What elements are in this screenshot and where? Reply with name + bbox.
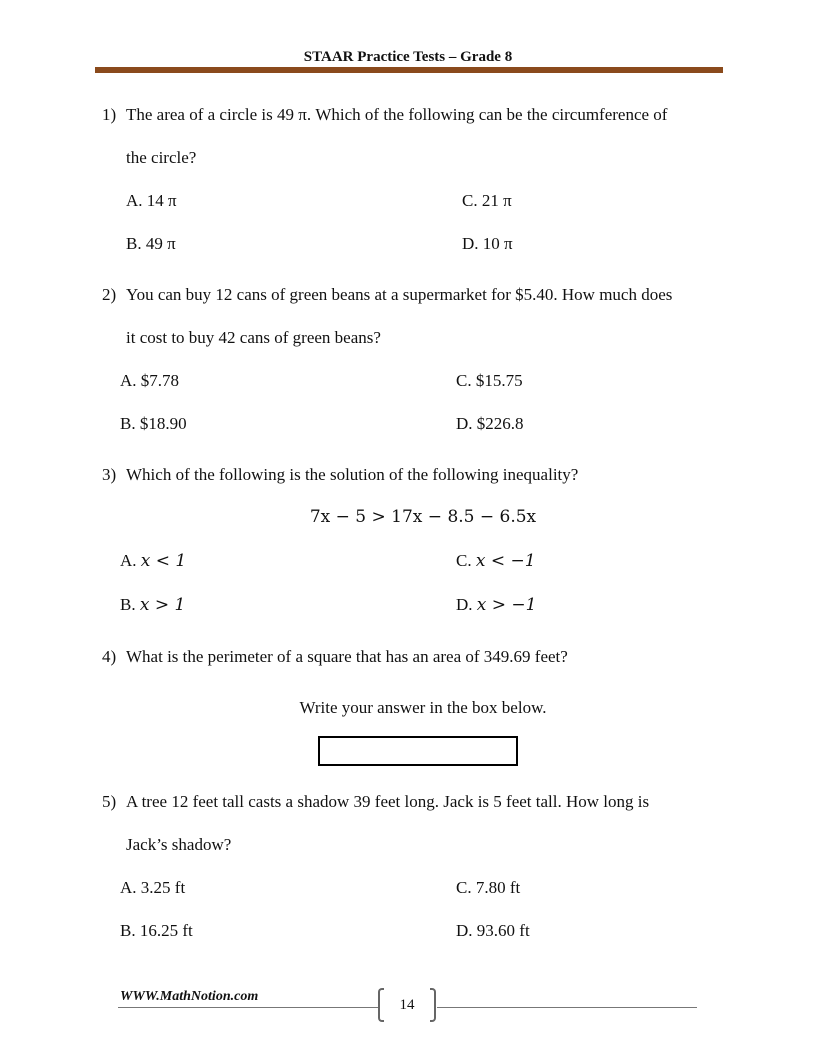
option-b: B. 49 π [126,234,176,253]
option-math: x > 1 [139,595,186,615]
option-b: B. $18.90 [120,414,187,433]
header-title: STAAR Practice Tests – Grade 8 [303,49,513,65]
question-number: 4) [102,647,117,666]
option-math: x > −1 [476,595,537,615]
page-number: 14 [399,997,415,1013]
option-d: D. 10 π [462,234,513,253]
header-rule [95,67,723,73]
question-text: A tree 12 feet tall casts a shadow 39 feet long. Jack is 5 feet tall. How long is [126,792,650,811]
question-number: 5) [102,792,117,811]
question-text: You can buy 12 cans of green beans at a supermarket for $5.40. How much does [126,285,673,304]
question-number: 2) [102,285,117,304]
option-a [120,551,186,571]
option-b: B. 16.25 ft [120,921,193,940]
inequality-equation: 7x − 5 > 17x − 8.5 − 6.5x [309,507,537,527]
option-d [456,595,536,615]
option-a: A. 14 π [126,191,177,210]
answer-box[interactable] [318,736,518,766]
footer-rule-left [118,1007,380,1008]
option-b [120,595,185,615]
question-text: Jack’s shadow? [126,835,232,854]
option-a: A. 3.25 ft [120,878,186,897]
option-c: C. 21 π [462,191,512,210]
question-text: What is the perimeter of a square that has an area of 349.69 feet? [126,647,568,666]
option-label: B. [120,595,136,614]
option-label: A. [120,551,137,570]
question-text: The area of a circle is 49 π. Which of the following can be the circumference of [126,105,668,124]
footer-rule-right [437,1007,697,1008]
option-c: C. 7.80 ft [456,878,521,897]
option-math: x < 1 [140,551,187,571]
option-d: D. 93.60 ft [456,921,530,940]
question-number: 3) [102,465,117,484]
question-text: Which of the following is the solution of the following inequality? [126,465,579,484]
option-label: D. [456,595,473,614]
answer-instruction: Write your answer in the box below. [299,698,547,717]
question-text: it cost to buy 42 cans of green beans? [126,328,381,347]
right-bracket-icon [430,988,436,1022]
option-label: C. [456,551,472,570]
question-text: the circle? [126,148,197,167]
option-math: x < −1 [475,551,536,571]
option-c: C. $15.75 [456,371,523,390]
question-number: 1) [102,105,117,124]
option-d: D. $226.8 [456,414,524,433]
option-a: A. $7.78 [120,371,180,390]
option-c [456,551,536,571]
footer-website: WWW.MathNotion.com [120,989,259,1004]
